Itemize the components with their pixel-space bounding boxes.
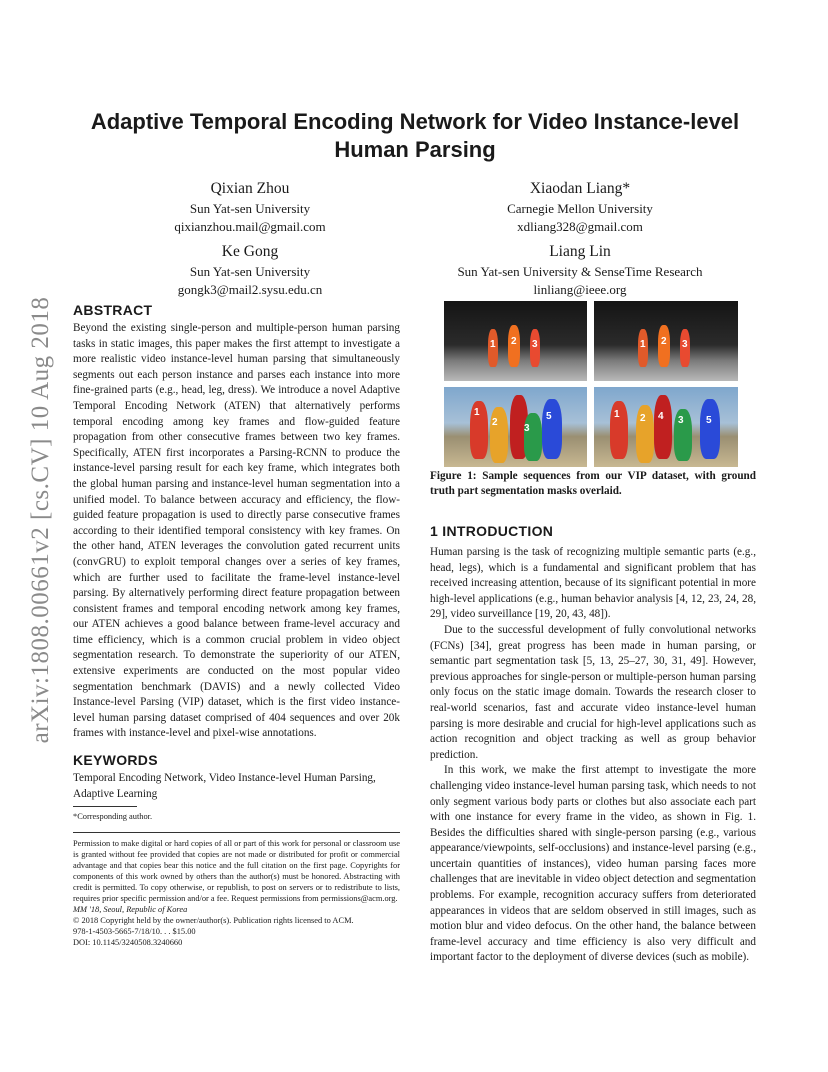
figure-caption: Figure 1: Sample sequences from our VIP dataset, with ground truth part segmentation masks overlaid.	[430, 470, 756, 497]
instance-label: 1	[490, 339, 496, 350]
abstract-heading: ABSTRACT	[73, 302, 153, 318]
author-affiliation: Sun Yat-sen University & SenseTime Research	[457, 264, 703, 279]
author-affiliation: Sun Yat-sen University	[189, 264, 311, 279]
doi-text: DOI: 10.1145/3240508.3240660	[73, 938, 183, 947]
instance-label: 3	[682, 339, 688, 350]
author-email: xdliang328@gmail.com	[517, 219, 643, 234]
instance-label: 2	[511, 336, 517, 347]
instance-label: 3	[524, 423, 530, 434]
instance-label: 2	[640, 413, 646, 424]
footnote-rule	[73, 806, 137, 807]
instance-label: 1	[640, 339, 646, 350]
footnote: *Corresponding author.	[73, 812, 153, 821]
author-block-1	[95, 178, 405, 236]
paper-title-line-1: Adaptive Temporal Encoding Network for Video Instance-level	[90, 109, 740, 134]
introduction-heading: 1 INTRODUCTION	[430, 523, 554, 539]
instance-label: 2	[661, 336, 667, 347]
intro-paragraph-2: Due to the successful development of fully convolutional networks (FCNs) [34], great progress has been made in human parsing, or semantic part segmentation task [5, 13, 25–27, 30, 31, 49]. However, previous approaches for single-person or multiple-person human parsing only focus on the static image domain. Towards the research closer to real-world scenarios, fast and accurate video instance-level human parsing is more desirable and crucial for high-level applications such as action recognition and object tracking as well as group behavior prediction.	[430, 623, 756, 761]
author-affiliation: Sun Yat-sen University	[189, 201, 311, 216]
intro-paragraph-1: Human parsing is the task of recognizing multiple semantic parts (e.g., head, legs), which is a fundamental and significant problem that has received increasing attention, because of its significant potential in more high-level applications (e.g., human behavior analysis [4, 12, 23, 24, 28, 29], video surveillance [19, 20, 43, 48]).	[430, 546, 756, 621]
instance-label: 1	[614, 409, 620, 420]
instance-label: 5	[706, 415, 712, 426]
abstract-paragraph: Beyond the existing single-person and multiple-person human parsing tasks in static images, this paper makes the first attempt to investigate a more realistic video instance-level human parsing that simultaneously segments out each person instance and parses each instance into more fine-grained parts (e.g., head, leg, dress). We introduce a novel Adaptive Temporal Encoding Network (ATEN) that alternatively performs temporal encoding among key frames and flow-guided feature propagation from other consecutive frames between two key frames. Specifically, ATEN first incorporates a Parsing-RCNN to produce the instance-level parsing result for each key frame, which integrates both the global human parsing and instance-level human segmentation into a unified model. To balance between accuracy and efficiency, the flow-guided feature propagation is used to directly parse consecutive frames according to their identified temporal consistency with key frames. On the other hand, ATEN leverages the convolution gated recurrent units (convGRU) to exploit temporal changes over a series of key frames, which are further used to facilitate the frame-level instance-level parsing. By alternatively performing direct feature propagation between consistent frames and temporal encoding network among key frames, our ATEN achieves a good balance between frame-level accuracy and time efficiency, which is a common crucial problem in video object segmentation research. To demonstrate the superiority of our ATEN, extensive experiments are conducted on the most popular video segmentation benchmark (DAVIS) and a newly collected Video Instance-level Parsing (VIP) dataset, which is the first video instance-level human parsing dataset comprised of 404 sequences and over 20k frames with instance-level and pixel-wise annotations.	[73, 322, 400, 740]
instance-label: 2	[492, 417, 498, 428]
arxiv-identifier-text: arXiv:1808.00661v2 [cs.CV] 10 Aug 2018	[27, 296, 54, 744]
paper-title	[70, 108, 760, 164]
introduction-text	[430, 545, 756, 966]
keywords-text: Temporal Encoding Network, Video Instance-level Human Parsing, Adaptive Learning	[73, 772, 376, 800]
permission-rule	[73, 832, 400, 833]
isbn-text: 978-1-4503-5665-7/18/10. . . $15.00	[73, 927, 196, 936]
author-name: Liang Lin	[549, 243, 611, 260]
author-name: Xiaodan Liang*	[529, 180, 631, 197]
instance-label: 4	[658, 411, 664, 422]
figure-frame-top-right	[594, 301, 738, 381]
permission-block	[73, 838, 400, 948]
author-block-4	[430, 241, 730, 299]
figure-frame-top-left	[444, 301, 587, 381]
intro-paragraph-3: In this work, we make the first attempt to investigate the more challenging video instance-level human parsing task, which needs to not only segment various body parts or clothes but also associate each part with one instance for every frame in the video, as shown in Fig. 1. Besides the difficulties shared with single-person parsing (e.g., various appearance/viewpoints, self-occlusions) and instance-level parsing (e.g., uncertain quantities of instances), video human parsing faces more challenges that are inevitable in video object detection and segmentation problems. For example, recognition accuracy suffers from deteriorated appearances in videos that are seldom observed in still images, such as motion blur and video defocus. On the other hand, the balance between frame-level accuracy and time efficiency is also very difficult and important factor to the deployment of diverse devices (such as mobile).	[430, 764, 756, 964]
author-email: gongk3@mail2.sysu.edu.cn	[177, 282, 323, 297]
instance-label: 3	[678, 415, 684, 426]
figure-frame-bottom-right	[594, 387, 738, 467]
permission-text: Permission to make digital or hard copies of all or part of this work for personal or classroom use is granted without fee provided that copies are not made or distributed for profit or commercial advantage and that copies bear this notice and the full citation on the first page. Copyrights for components of this work owned by others than the author(s) must be honored. Abstracting with credit is permitted. To copy otherwise, or republish, to post on servers or to redistribute to lists, requires prior specific permission and/or a fee. Request permissions from permissions@acm.org.	[73, 839, 400, 903]
figure-frame-bottom-left	[444, 387, 587, 467]
instance-label: 3	[532, 339, 538, 350]
venue-text: MM '18, Seoul, Republic of Korea	[73, 905, 188, 914]
author-email: linliang@ieee.org	[533, 282, 627, 297]
instance-label: 5	[546, 411, 552, 422]
author-name: Ke Gong	[221, 243, 279, 260]
left-column	[73, 302, 400, 802]
author-email: qixianzhou.mail@gmail.com	[174, 219, 326, 234]
keywords-heading: KEYWORDS	[73, 752, 158, 769]
abstract-text	[73, 321, 400, 742]
author-block-3	[95, 241, 405, 299]
author-affiliation: Carnegie Mellon University	[507, 201, 653, 216]
arxiv-identifier	[26, 280, 56, 760]
paper-title-line-2: Human Parsing	[334, 137, 496, 162]
right-column	[430, 523, 756, 966]
author-name: Qixian Zhou	[210, 180, 290, 197]
copyright-text: © 2018 Copyright held by the owner/author(s). Publication rights licensed to ACM.	[73, 916, 354, 925]
instance-label: 1	[474, 407, 480, 418]
author-block-2	[430, 178, 730, 236]
